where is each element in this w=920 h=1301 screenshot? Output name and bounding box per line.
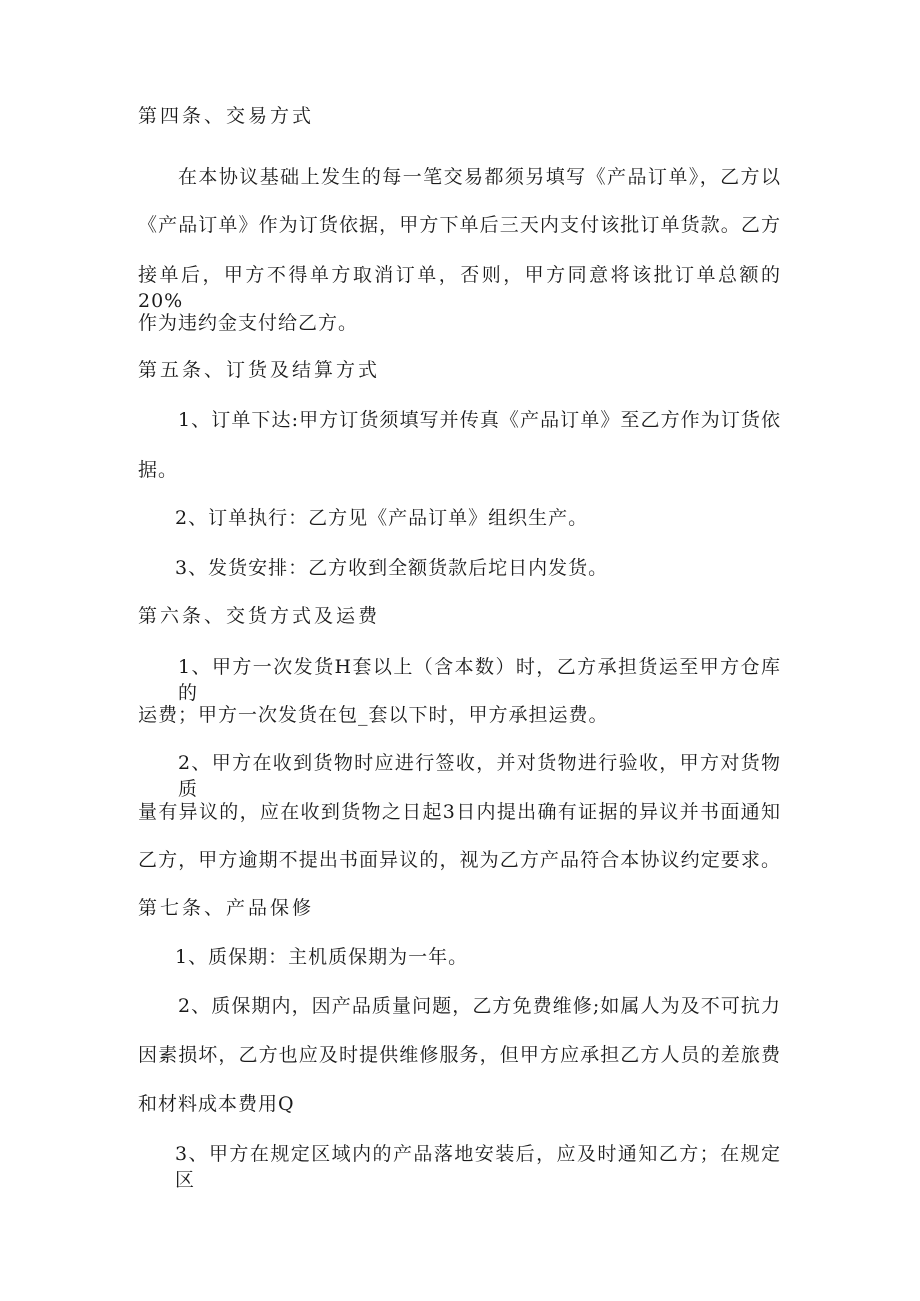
paragraph-line: 3、甲方在规定区域内的产品落地安装后，应及时通知乙方；在规定区 [175,1143,781,1191]
paragraph-line: 1、甲方一次发货H套以上（含本数）时，乙方承担货运至甲方仓库的 [178,656,781,704]
paragraph-line: 接单后，甲方不得单方取消订单，否则，甲方同意将该批订单总额的20% [138,264,781,312]
section-heading: 第五条、订货及结算方式 [138,359,381,381]
paragraph-line: 乙方，甲方逾期不提出书面异议的，视为乙方产品符合本协议约定要求。 [138,849,781,871]
paragraph-line: 运费；甲方一次发货在包_套以下时，甲方承担运费。 [138,704,609,726]
section-heading: 第六条、交货方式及运费 [138,605,381,627]
paragraph-line: 1、质保期：主机质保期为一年。 [175,946,469,968]
paragraph-line: 2、质保期内，因产品质量问题，乙方免费维修;如属人为及不可抗力 [178,995,781,1017]
paragraph-line: 和材料成本费用Q [138,1093,295,1115]
section-heading: 第七条、产品保修 [138,897,315,919]
paragraph-line: 因素损坏，乙方也应及时提供维修服务，但甲方应承担乙方人员的差旅费 [138,1044,781,1066]
paragraph-line: 1、订单下达:甲方订货须填写并传真《产品订单》至乙方作为订货依 [178,409,781,431]
paragraph-line: 3、发货安排：乙方收到全额货款后坨日内发货。 [175,557,609,579]
paragraph-line: 在本协议基础上发生的每一笔交易都须另填写《产品订单》，乙方以 [178,166,781,188]
paragraph-line: 2、甲方在收到货物时应进行签收，并对货物进行验收，甲方对货物质 [178,752,781,800]
paragraph-line: 2、订单执行：乙方见《产品订单》组织生产。 [175,507,589,529]
paragraph-line: 作为违约金支付给乙方。 [138,312,359,334]
paragraph-line: 据。 [138,459,179,481]
paragraph-line: 《产品订单》作为订货依据，甲方下单后三天内支付该批订单货款。乙方 [138,214,781,236]
paragraph-line: 量有异议的，应在收到货物之日起3日内提出确有证据的异议并书面通知 [138,801,781,823]
section-heading: 第四条、交易方式 [138,105,315,127]
